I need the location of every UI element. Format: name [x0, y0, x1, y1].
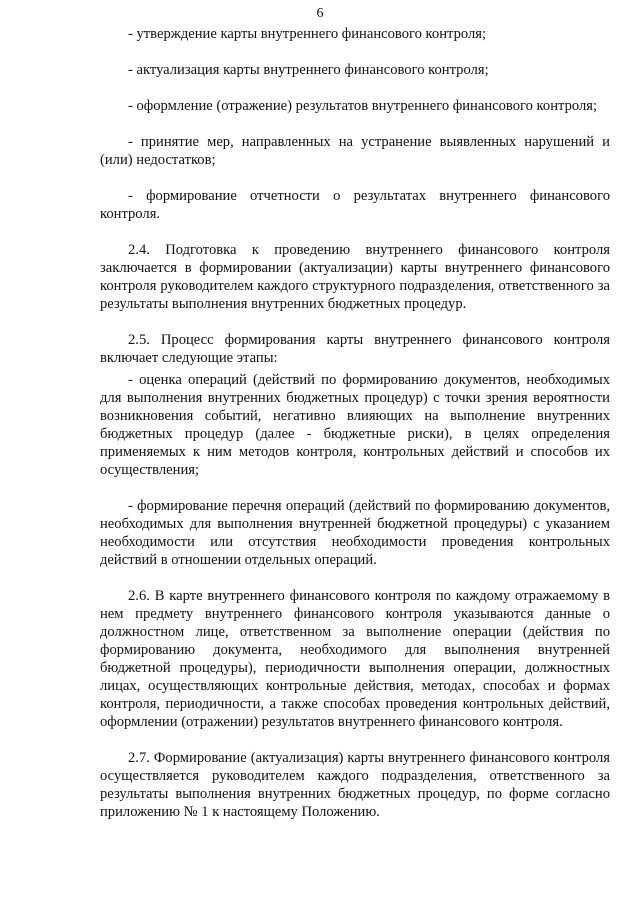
section-2-6: 2.6. В карте внутреннего финансового контроля по каждому отражаемому в нем предмету внутреннего финансового контроля указываются данные о должностном лице, ответственном за выполнение операции (действия по формированию документа, необходимого для выполнения внутренней бюджетной процедуры), периодичности выполнения операции, должностных лицах, осуществляющих контрольные действия, методах, способах и формах контроля, периодичности, а также способах проведения контрольных действий, оформлении (отражении) результатов внутреннего финансового контроля.	[100, 588, 610, 730]
bullet-list-top	[100, 25, 610, 223]
document-body	[100, 25, 610, 839]
list-item: - оформление (отражение) результатов внутреннего финансового контроля;	[128, 98, 598, 114]
section-2-5-item: - формирование перечня операций (действий по формированию документов, необходимых для выполнения внутренней бюджетной процедуры) с указанием необходимости или отсутствия необходимости проведения контрольных действий в отношении отдельных операций.	[100, 498, 610, 568]
list-item: - формирование отчетности о результатах внутреннего финансового контроля.	[100, 188, 610, 222]
section-2-5-intro: 2.5. Процесс формирования карты внутреннего финансового контроля включает следующие этапы:	[100, 332, 610, 366]
list-item: - утверждение карты внутреннего финансового контроля;	[128, 26, 487, 42]
section-2-5-item: - оценка операций (действий по формированию документов, необходимых для выполнения внутренних бюджетных процедур) с точки зрения вероятности возникновения событий, негативно влияющих на выполнение внутренних бюджетных процедур (далее - бюджетные риски), в целях определения применяемых к ним методов контроля, контрольных действий и способов их осуществления;	[100, 372, 610, 478]
section-2-4: 2.4. Подготовка к проведению внутреннего финансового контроля заключается в формировании (актуализации) карты внутреннего финансового контроля руководителем каждого структурного подразделения, ответственного за результаты выполнения внутренних бюджетных процедур.	[100, 242, 610, 312]
section-2-7: 2.7. Формирование (актуализация) карты внутреннего финансового контроля осуществляется руководителем каждого подразделения, ответственного за результаты выполнения внутренних бюджетных процедур, по форме согласно приложению № 1 к настоящему Положению.	[100, 750, 610, 820]
list-item: - актуализация карты внутреннего финансового контроля;	[128, 62, 489, 78]
page-number: 6	[316, 6, 324, 21]
list-item: - принятие мер, направленных на устранение выявленных нарушений и (или) недостатков;	[100, 134, 610, 168]
